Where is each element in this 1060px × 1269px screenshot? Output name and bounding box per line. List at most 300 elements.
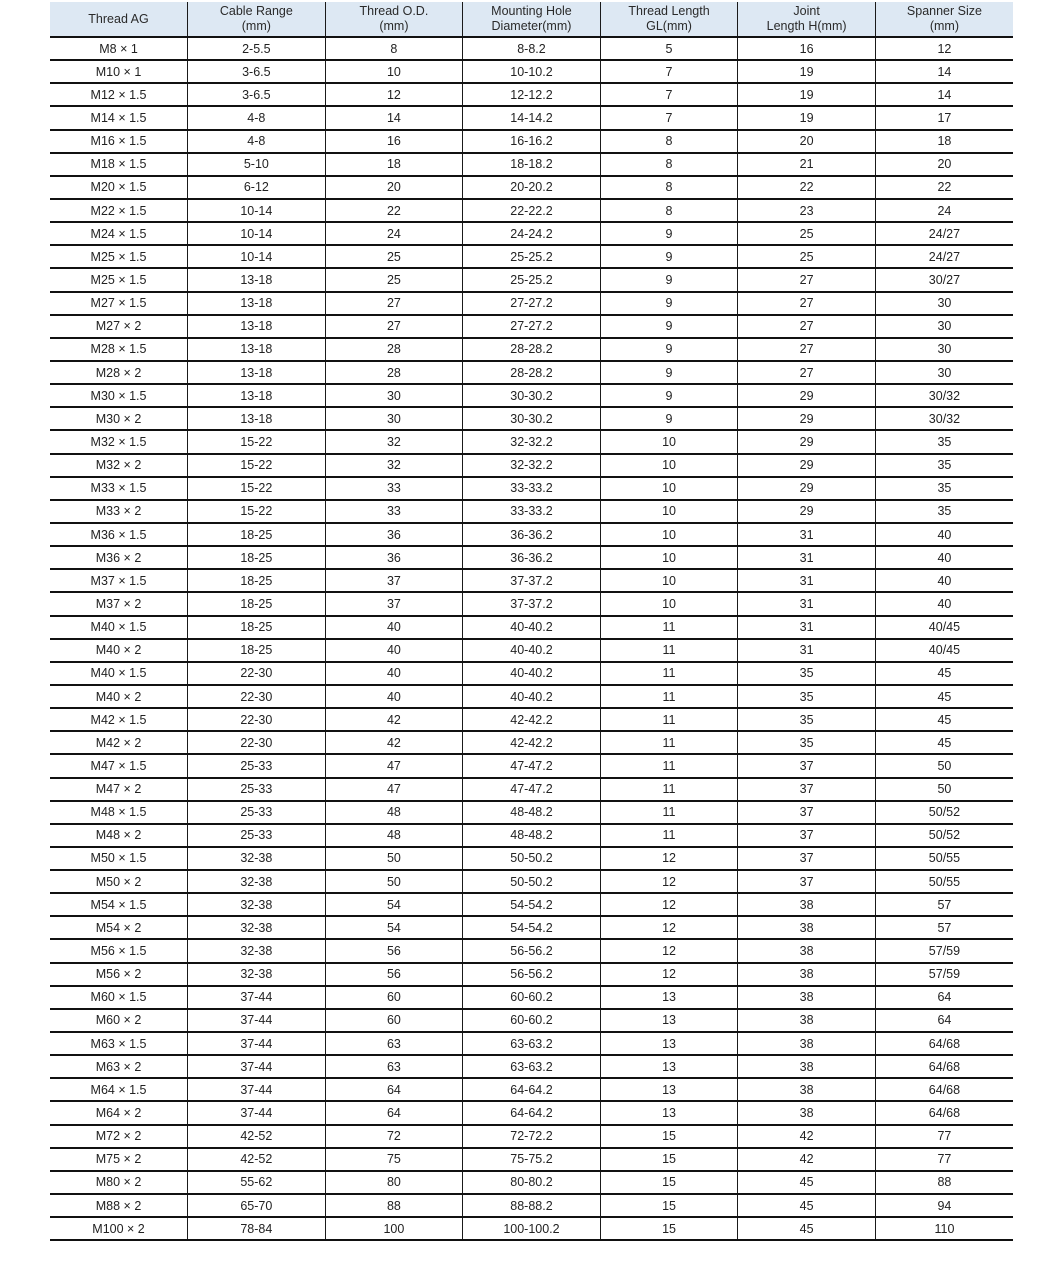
cell-cable-range: 18-25 xyxy=(188,639,326,662)
cell-thread-ag: M42 × 2 xyxy=(50,731,188,754)
table-row xyxy=(50,176,1013,199)
cell-thread-od: 60 xyxy=(325,1009,463,1032)
cell-thread-od: 20 xyxy=(325,176,463,199)
cell-mounting-hole: 47-47.2 xyxy=(463,778,601,801)
cell-joint-length: 27 xyxy=(738,315,876,338)
cell-thread-ag: M47 × 2 xyxy=(50,778,188,801)
cell-thread-od: 27 xyxy=(325,292,463,315)
cell-mounting-hole: 30-30.2 xyxy=(463,407,601,430)
cell-thread-ag: M25 × 1.5 xyxy=(50,245,188,268)
cell-thread-od: 27 xyxy=(325,315,463,338)
cell-cable-range: 37-44 xyxy=(188,1078,326,1101)
cell-joint-length: 29 xyxy=(738,430,876,453)
cell-thread-od: 30 xyxy=(325,384,463,407)
cell-thread-length: 11 xyxy=(600,754,738,777)
cell-joint-length: 27 xyxy=(738,268,876,291)
table-row xyxy=(50,1055,1013,1078)
cell-mounting-hole: 32-32.2 xyxy=(463,454,601,477)
cell-cable-range: 37-44 xyxy=(188,1055,326,1078)
cell-spanner-size: 24/27 xyxy=(875,222,1013,245)
cell-thread-length: 7 xyxy=(600,60,738,83)
cell-spanner-size: 57/59 xyxy=(875,963,1013,986)
cell-thread-ag: M37 × 2 xyxy=(50,592,188,615)
header-label: Spanner Size xyxy=(906,4,982,18)
cell-thread-ag: M32 × 2 xyxy=(50,454,188,477)
cell-joint-length: 29 xyxy=(738,477,876,500)
cell-thread-length: 10 xyxy=(600,430,738,453)
cell-mounting-hole: 33-33.2 xyxy=(463,477,601,500)
cell-spanner-size: 110 xyxy=(875,1217,1013,1240)
cell-cable-range: 25-33 xyxy=(188,824,326,847)
cell-cable-range: 78-84 xyxy=(188,1217,326,1240)
cell-spanner-size: 64 xyxy=(875,1009,1013,1032)
cell-cable-range: 10-14 xyxy=(188,245,326,268)
cell-thread-ag: M75 × 2 xyxy=(50,1148,188,1171)
header-label: Cable Range xyxy=(219,4,293,18)
cell-thread-length: 11 xyxy=(600,639,738,662)
table-row xyxy=(50,824,1013,847)
table-row xyxy=(50,1032,1013,1055)
cell-joint-length: 45 xyxy=(738,1217,876,1240)
cell-thread-ag: M50 × 2 xyxy=(50,870,188,893)
cell-thread-od: 37 xyxy=(325,569,463,592)
cell-thread-length: 7 xyxy=(600,83,738,106)
cell-cable-range: 10-14 xyxy=(188,222,326,245)
cell-cable-range: 25-33 xyxy=(188,754,326,777)
table-row xyxy=(50,454,1013,477)
cell-spanner-size: 35 xyxy=(875,454,1013,477)
table-row xyxy=(50,1217,1013,1240)
cell-spanner-size: 45 xyxy=(875,731,1013,754)
spec-table xyxy=(50,2,1013,1241)
cell-thread-length: 10 xyxy=(600,546,738,569)
cell-spanner-size: 40/45 xyxy=(875,616,1013,639)
cell-joint-length: 22 xyxy=(738,176,876,199)
cell-thread-ag: M40 × 1.5 xyxy=(50,616,188,639)
cell-joint-length: 37 xyxy=(738,778,876,801)
cell-spanner-size: 20 xyxy=(875,153,1013,176)
cell-thread-length: 10 xyxy=(600,523,738,546)
cell-cable-range: 15-22 xyxy=(188,454,326,477)
cell-thread-ag: M33 × 2 xyxy=(50,500,188,523)
cell-mounting-hole: 56-56.2 xyxy=(463,963,601,986)
cell-spanner-size: 40 xyxy=(875,569,1013,592)
table-row xyxy=(50,754,1013,777)
cell-joint-length: 35 xyxy=(738,708,876,731)
cell-joint-length: 38 xyxy=(738,939,876,962)
cell-mounting-hole: 40-40.2 xyxy=(463,616,601,639)
cell-thread-length: 11 xyxy=(600,801,738,824)
cell-joint-length: 29 xyxy=(738,407,876,430)
cell-spanner-size: 30 xyxy=(875,315,1013,338)
cell-mounting-hole: 14-14.2 xyxy=(463,106,601,129)
header-unit: (mm) xyxy=(379,19,409,33)
header-label: Joint xyxy=(793,4,820,18)
cell-cable-range: 32-38 xyxy=(188,870,326,893)
cell-joint-length: 42 xyxy=(738,1125,876,1148)
cell-thread-od: 48 xyxy=(325,801,463,824)
cell-joint-length: 38 xyxy=(738,916,876,939)
cell-mounting-hole: 12-12.2 xyxy=(463,83,601,106)
cell-thread-ag: M30 × 1.5 xyxy=(50,384,188,407)
header-label: Thread AG xyxy=(88,11,149,26)
cell-mounting-hole: 28-28.2 xyxy=(463,338,601,361)
cell-thread-od: 28 xyxy=(325,361,463,384)
cell-thread-od: 18 xyxy=(325,153,463,176)
cell-joint-length: 27 xyxy=(738,361,876,384)
cell-cable-range: 32-38 xyxy=(188,916,326,939)
cell-joint-length: 45 xyxy=(738,1194,876,1217)
cell-spanner-size: 40/45 xyxy=(875,639,1013,662)
cell-thread-length: 10 xyxy=(600,569,738,592)
cell-joint-length: 38 xyxy=(738,1009,876,1032)
cell-joint-length: 31 xyxy=(738,639,876,662)
header-unit: (mm) xyxy=(241,19,271,33)
cell-spanner-size: 24/27 xyxy=(875,245,1013,268)
cell-thread-length: 11 xyxy=(600,685,738,708)
cell-thread-ag: M48 × 2 xyxy=(50,824,188,847)
cell-spanner-size: 30/27 xyxy=(875,268,1013,291)
cell-spanner-size: 94 xyxy=(875,1194,1013,1217)
cell-thread-length: 10 xyxy=(600,454,738,477)
cell-thread-ag: M32 × 1.5 xyxy=(50,430,188,453)
cell-thread-length: 11 xyxy=(600,778,738,801)
cell-thread-od: 37 xyxy=(325,592,463,615)
table-row xyxy=(50,407,1013,430)
cell-spanner-size: 30 xyxy=(875,338,1013,361)
cell-thread-length: 11 xyxy=(600,824,738,847)
cell-spanner-size: 40 xyxy=(875,546,1013,569)
cell-mounting-hole: 60-60.2 xyxy=(463,1009,601,1032)
header-unit: Length H(mm) xyxy=(766,19,847,33)
cell-thread-od: 40 xyxy=(325,616,463,639)
cell-joint-length: 38 xyxy=(738,893,876,916)
cell-mounting-hole: 27-27.2 xyxy=(463,292,601,315)
table-row xyxy=(50,153,1013,176)
cell-thread-ag: M40 × 2 xyxy=(50,685,188,708)
cell-thread-ag: M27 × 2 xyxy=(50,315,188,338)
cell-thread-length: 8 xyxy=(600,199,738,222)
cell-cable-range: 15-22 xyxy=(188,430,326,453)
cell-mounting-hole: 64-64.2 xyxy=(463,1101,601,1124)
cell-cable-range: 15-22 xyxy=(188,477,326,500)
table-row xyxy=(50,986,1013,1009)
cell-thread-ag: M50 × 1.5 xyxy=(50,847,188,870)
cell-thread-ag: M63 × 1.5 xyxy=(50,1032,188,1055)
cell-mounting-hole: 25-25.2 xyxy=(463,268,601,291)
cell-cable-range: 10-14 xyxy=(188,199,326,222)
cell-joint-length: 27 xyxy=(738,292,876,315)
cell-cable-range: 13-18 xyxy=(188,338,326,361)
cell-cable-range: 55-62 xyxy=(188,1171,326,1194)
cell-thread-od: 16 xyxy=(325,130,463,153)
table-row xyxy=(50,60,1013,83)
table-row xyxy=(50,916,1013,939)
cell-joint-length: 42 xyxy=(738,1148,876,1171)
cell-joint-length: 37 xyxy=(738,847,876,870)
cell-joint-length: 16 xyxy=(738,37,876,60)
table-row xyxy=(50,893,1013,916)
cell-thread-ag: M14 × 1.5 xyxy=(50,106,188,129)
cell-thread-od: 48 xyxy=(325,824,463,847)
cell-mounting-hole: 75-75.2 xyxy=(463,1148,601,1171)
cell-cable-range: 2-5.5 xyxy=(188,37,326,60)
cell-cable-range: 37-44 xyxy=(188,1101,326,1124)
cell-spanner-size: 50 xyxy=(875,778,1013,801)
cell-cable-range: 4-8 xyxy=(188,130,326,153)
cell-cable-range: 37-44 xyxy=(188,986,326,1009)
cell-mounting-hole: 63-63.2 xyxy=(463,1032,601,1055)
cell-spanner-size: 17 xyxy=(875,106,1013,129)
cell-thread-od: 42 xyxy=(325,708,463,731)
cell-mounting-hole: 33-33.2 xyxy=(463,500,601,523)
cell-thread-od: 22 xyxy=(325,199,463,222)
table-row xyxy=(50,222,1013,245)
cell-thread-ag: M10 × 1 xyxy=(50,60,188,83)
cell-thread-od: 14 xyxy=(325,106,463,129)
cell-mounting-hole: 32-32.2 xyxy=(463,430,601,453)
cell-joint-length: 45 xyxy=(738,1171,876,1194)
cell-thread-ag: M72 × 2 xyxy=(50,1125,188,1148)
table-row xyxy=(50,430,1013,453)
table-row xyxy=(50,1078,1013,1101)
table-row xyxy=(50,870,1013,893)
cell-thread-od: 33 xyxy=(325,500,463,523)
cell-thread-od: 33 xyxy=(325,477,463,500)
cell-thread-od: 64 xyxy=(325,1078,463,1101)
cell-thread-length: 15 xyxy=(600,1148,738,1171)
cell-cable-range: 18-25 xyxy=(188,546,326,569)
cell-thread-od: 63 xyxy=(325,1032,463,1055)
cell-thread-od: 63 xyxy=(325,1055,463,1078)
cell-thread-ag: M64 × 2 xyxy=(50,1101,188,1124)
table-row xyxy=(50,778,1013,801)
cell-spanner-size: 64/68 xyxy=(875,1032,1013,1055)
cell-spanner-size: 50 xyxy=(875,754,1013,777)
cell-thread-ag: M27 × 1.5 xyxy=(50,292,188,315)
table-row xyxy=(50,639,1013,662)
cell-spanner-size: 88 xyxy=(875,1171,1013,1194)
table-row xyxy=(50,731,1013,754)
cell-mounting-hole: 54-54.2 xyxy=(463,893,601,916)
table-row xyxy=(50,500,1013,523)
cell-thread-ag: M100 × 2 xyxy=(50,1217,188,1240)
cell-thread-od: 88 xyxy=(325,1194,463,1217)
cell-spanner-size: 57 xyxy=(875,916,1013,939)
header-label: Mounting Hole xyxy=(491,4,572,18)
cell-mounting-hole: 50-50.2 xyxy=(463,847,601,870)
cell-joint-length: 19 xyxy=(738,60,876,83)
cell-spanner-size: 35 xyxy=(875,430,1013,453)
cell-thread-ag: M36 × 1.5 xyxy=(50,523,188,546)
table-row xyxy=(50,708,1013,731)
cell-cable-range: 13-18 xyxy=(188,292,326,315)
cell-thread-ag: M60 × 1.5 xyxy=(50,986,188,1009)
cell-thread-od: 60 xyxy=(325,986,463,1009)
cell-mounting-hole: 48-48.2 xyxy=(463,824,601,847)
cell-spanner-size: 14 xyxy=(875,83,1013,106)
table-row xyxy=(50,523,1013,546)
table-row xyxy=(50,963,1013,986)
cell-joint-length: 35 xyxy=(738,662,876,685)
cell-spanner-size: 64/68 xyxy=(875,1101,1013,1124)
cell-cable-range: 22-30 xyxy=(188,685,326,708)
cell-joint-length: 38 xyxy=(738,1078,876,1101)
cell-mounting-hole: 64-64.2 xyxy=(463,1078,601,1101)
cell-thread-od: 50 xyxy=(325,847,463,870)
cell-cable-range: 18-25 xyxy=(188,569,326,592)
cell-spanner-size: 18 xyxy=(875,130,1013,153)
cell-mounting-hole: 48-48.2 xyxy=(463,801,601,824)
header-thread-length xyxy=(600,2,738,37)
cell-thread-ag: M28 × 1.5 xyxy=(50,338,188,361)
cell-thread-od: 10 xyxy=(325,60,463,83)
cell-thread-length: 9 xyxy=(600,407,738,430)
cell-mounting-hole: 37-37.2 xyxy=(463,569,601,592)
cell-thread-length: 12 xyxy=(600,847,738,870)
cell-spanner-size: 57 xyxy=(875,893,1013,916)
cell-thread-ag: M16 × 1.5 xyxy=(50,130,188,153)
cell-thread-od: 80 xyxy=(325,1171,463,1194)
table-row xyxy=(50,384,1013,407)
cell-thread-od: 8 xyxy=(325,37,463,60)
cell-joint-length: 38 xyxy=(738,963,876,986)
cell-mounting-hole: 47-47.2 xyxy=(463,754,601,777)
cell-thread-ag: M37 × 1.5 xyxy=(50,569,188,592)
cell-mounting-hole: 37-37.2 xyxy=(463,592,601,615)
header-cable-range xyxy=(188,2,326,37)
cell-joint-length: 37 xyxy=(738,870,876,893)
table-row xyxy=(50,268,1013,291)
table-row xyxy=(50,1171,1013,1194)
header-unit: Diameter(mm) xyxy=(491,19,572,33)
cell-thread-od: 50 xyxy=(325,870,463,893)
cell-spanner-size: 35 xyxy=(875,477,1013,500)
cell-spanner-size: 50/52 xyxy=(875,824,1013,847)
cell-thread-od: 56 xyxy=(325,963,463,986)
cell-mounting-hole: 24-24.2 xyxy=(463,222,601,245)
cell-mounting-hole: 18-18.2 xyxy=(463,153,601,176)
cell-mounting-hole: 36-36.2 xyxy=(463,546,601,569)
cell-cable-range: 6-12 xyxy=(188,176,326,199)
cell-thread-length: 13 xyxy=(600,1078,738,1101)
cell-mounting-hole: 27-27.2 xyxy=(463,315,601,338)
cell-thread-ag: M56 × 1.5 xyxy=(50,939,188,962)
cell-thread-length: 12 xyxy=(600,916,738,939)
cell-thread-length: 12 xyxy=(600,870,738,893)
cell-thread-od: 56 xyxy=(325,939,463,962)
cell-spanner-size: 40 xyxy=(875,592,1013,615)
table-row xyxy=(50,315,1013,338)
cell-thread-od: 28 xyxy=(325,338,463,361)
cell-joint-length: 29 xyxy=(738,384,876,407)
header-unit: GL(mm) xyxy=(646,19,692,33)
cell-thread-ag: M64 × 1.5 xyxy=(50,1078,188,1101)
cell-thread-od: 75 xyxy=(325,1148,463,1171)
cell-thread-od: 40 xyxy=(325,662,463,685)
cell-joint-length: 25 xyxy=(738,245,876,268)
cell-cable-range: 13-18 xyxy=(188,268,326,291)
table-row xyxy=(50,199,1013,222)
cell-thread-length: 9 xyxy=(600,338,738,361)
cell-thread-od: 40 xyxy=(325,685,463,708)
cell-joint-length: 37 xyxy=(738,824,876,847)
cell-cable-range: 42-52 xyxy=(188,1148,326,1171)
cell-spanner-size: 45 xyxy=(875,685,1013,708)
cell-spanner-size: 45 xyxy=(875,708,1013,731)
cell-thread-ag: M25 × 1.5 xyxy=(50,268,188,291)
cell-cable-range: 18-25 xyxy=(188,616,326,639)
cell-cable-range: 25-33 xyxy=(188,801,326,824)
cell-spanner-size: 50/55 xyxy=(875,870,1013,893)
cell-thread-od: 36 xyxy=(325,523,463,546)
table-header xyxy=(50,2,1013,37)
cell-thread-length: 15 xyxy=(600,1171,738,1194)
table-row xyxy=(50,939,1013,962)
cell-cable-range: 13-18 xyxy=(188,407,326,430)
cell-joint-length: 20 xyxy=(738,130,876,153)
table-row xyxy=(50,37,1013,60)
cell-thread-ag: M40 × 2 xyxy=(50,639,188,662)
cell-thread-ag: M18 × 1.5 xyxy=(50,153,188,176)
cell-thread-od: 40 xyxy=(325,639,463,662)
cell-spanner-size: 50/55 xyxy=(875,847,1013,870)
cell-joint-length: 31 xyxy=(738,546,876,569)
cell-cable-range: 13-18 xyxy=(188,315,326,338)
cell-thread-length: 11 xyxy=(600,708,738,731)
table-row xyxy=(50,662,1013,685)
cell-mounting-hole: 54-54.2 xyxy=(463,916,601,939)
cell-spanner-size: 77 xyxy=(875,1125,1013,1148)
cell-cable-range: 18-25 xyxy=(188,523,326,546)
header-row xyxy=(50,2,1013,37)
cell-cable-range: 42-52 xyxy=(188,1125,326,1148)
cell-cable-range: 18-25 xyxy=(188,592,326,615)
table-row xyxy=(50,106,1013,129)
table-row xyxy=(50,592,1013,615)
cell-thread-ag: M24 × 1.5 xyxy=(50,222,188,245)
cell-cable-range: 13-18 xyxy=(188,384,326,407)
cell-cable-range: 3-6.5 xyxy=(188,83,326,106)
cell-thread-ag: M42 × 1.5 xyxy=(50,708,188,731)
cell-thread-ag: M40 × 1.5 xyxy=(50,662,188,685)
cell-cable-range: 32-38 xyxy=(188,963,326,986)
cell-thread-od: 42 xyxy=(325,731,463,754)
cell-cable-range: 22-30 xyxy=(188,662,326,685)
cell-thread-od: 47 xyxy=(325,754,463,777)
cell-spanner-size: 64 xyxy=(875,986,1013,1009)
cell-spanner-size: 14 xyxy=(875,60,1013,83)
table-row xyxy=(50,83,1013,106)
cell-joint-length: 19 xyxy=(738,83,876,106)
cell-cable-range: 32-38 xyxy=(188,847,326,870)
cell-thread-od: 47 xyxy=(325,778,463,801)
cell-cable-range: 32-38 xyxy=(188,893,326,916)
cell-thread-length: 10 xyxy=(600,500,738,523)
cell-thread-length: 12 xyxy=(600,939,738,962)
cell-thread-ag: M22 × 1.5 xyxy=(50,199,188,222)
cell-thread-length: 13 xyxy=(600,1032,738,1055)
cell-joint-length: 21 xyxy=(738,153,876,176)
cell-thread-ag: M33 × 1.5 xyxy=(50,477,188,500)
header-unit: (mm) xyxy=(929,19,960,33)
cell-thread-ag: M28 × 2 xyxy=(50,361,188,384)
cell-cable-range: 4-8 xyxy=(188,106,326,129)
cell-mounting-hole: 8-8.2 xyxy=(463,37,601,60)
cell-thread-length: 15 xyxy=(600,1125,738,1148)
table-row xyxy=(50,338,1013,361)
cell-spanner-size: 22 xyxy=(875,176,1013,199)
